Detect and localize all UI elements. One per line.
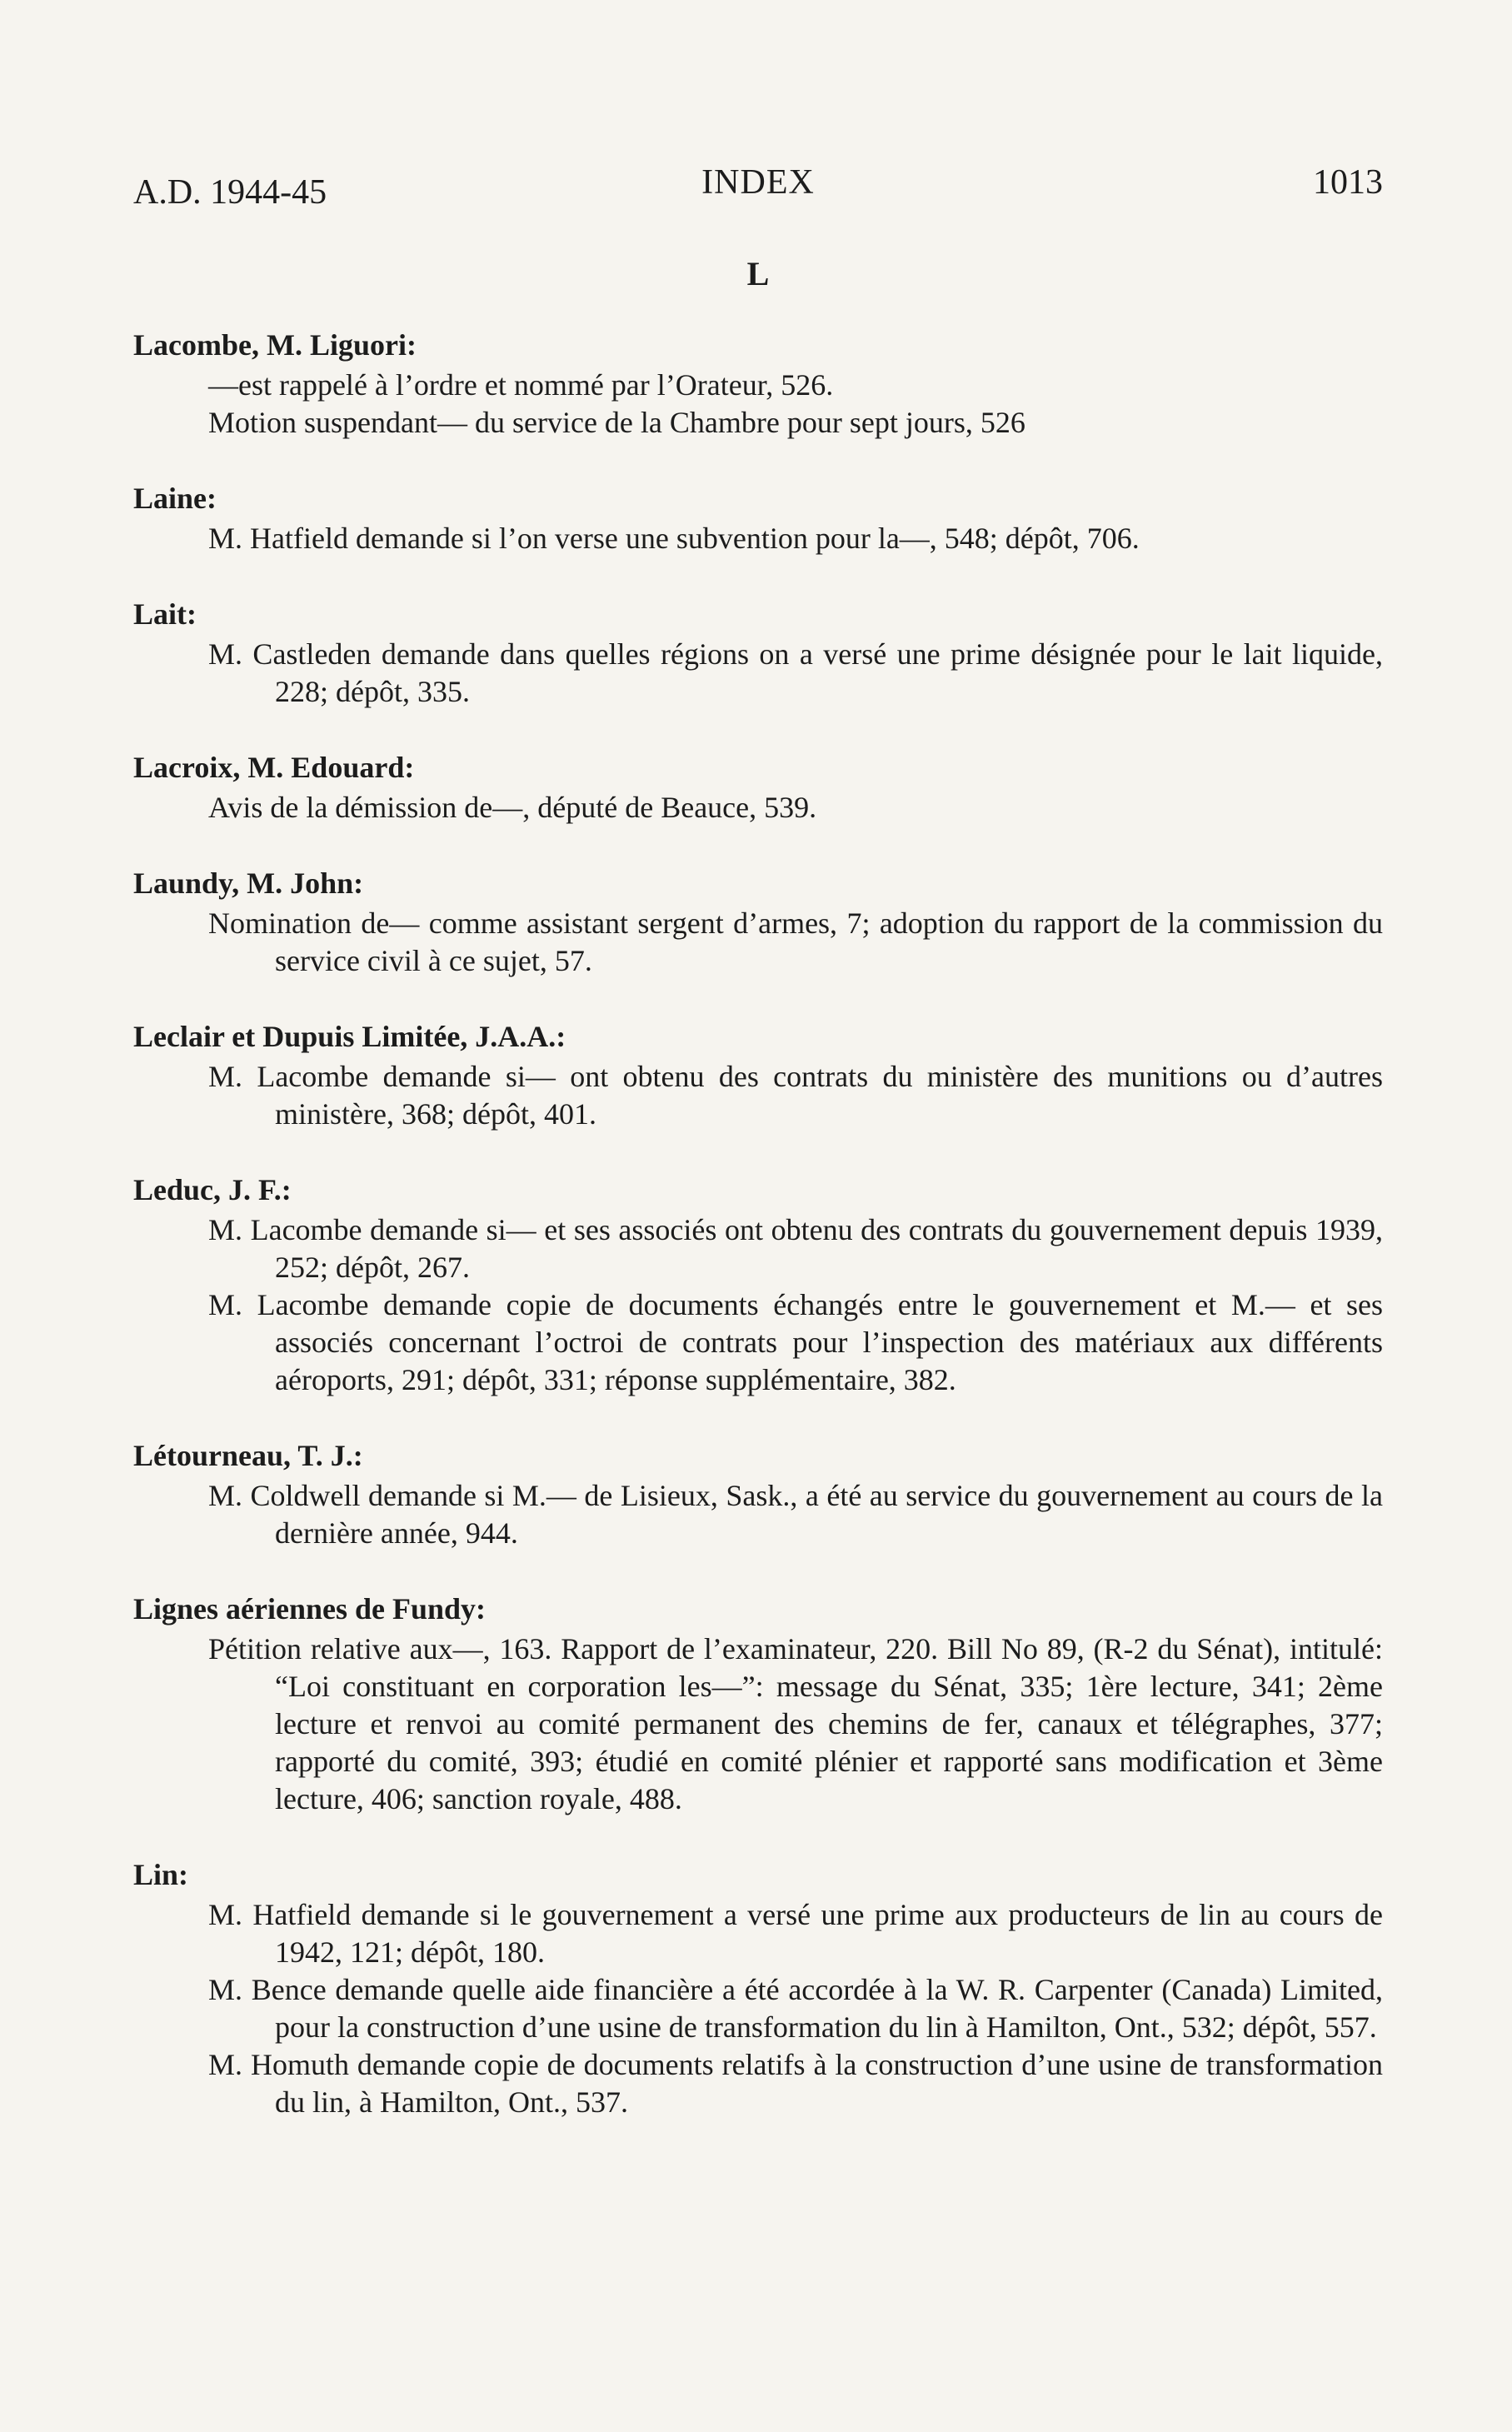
entry-heading: Lignes aériennes de Fundy:	[133, 1592, 487, 1625]
entry-subentries	[208, 1211, 1383, 1399]
entry-subentries	[208, 636, 1383, 711]
entry-subentry: M. Castleden demande dans quelles régions on a versé une prime désignée pour le lait liquide, 228; dépôt, 335.	[208, 637, 1383, 708]
entry-subentry: M. Hatfield demande si l’on verse une subvention pour la—, 548; dépôt, 706.	[208, 522, 1140, 555]
entry-subentry: Avis de la démission de—, député de Beauce, 539.	[208, 791, 817, 824]
entry-subentry: Motion suspendant— du service de la Chambre pour sept jours, 526	[208, 406, 1025, 439]
index-entry	[133, 749, 1383, 826]
header-title: INDEX	[701, 163, 815, 202]
entry-subentry: M. Hatfield demande si le gouvernement a versé une prime aux producteurs de lin au cours de 1942, 121; dépôt, 180.	[208, 1898, 1383, 1969]
entry-heading: Lacroix, M. Edouard:	[133, 751, 415, 784]
entry-subentries	[208, 1477, 1383, 1552]
entry-subentries	[208, 789, 1383, 826]
entry-heading: Lin:	[133, 1858, 189, 1891]
index-entry	[133, 1591, 1383, 1818]
index-entry	[133, 327, 1383, 442]
entry-heading: Lacombe, M. Liguori:	[133, 328, 417, 362]
entry-subentry: M. Homuth demande copie de documents relatifs à la construction d’une usine de transformation du lin, à Hamilton, Ont., 537.	[208, 2048, 1383, 2119]
index-entries	[133, 327, 1383, 2121]
entry-subentry: Nomination de— comme assistant sergent d’armes, 7; adoption du rapport de la commission du service civil à ce sujet, 57.	[208, 906, 1383, 977]
entry-subentries	[208, 1058, 1383, 1133]
entry-subentries	[208, 1630, 1383, 1818]
entry-heading: Laine:	[133, 482, 217, 515]
entry-subentry: M. Coldwell demande si M.— de Lisieux, Sask., a été au service du gouvernement au cours de la dernière année, 944.	[208, 1479, 1383, 1550]
index-page	[133, 162, 1383, 2160]
entry-heading: Leclair et Dupuis Limitée, J.A.A.:	[133, 1020, 566, 1053]
entry-subentry: M. Lacombe demande si— et ses associés ont obtenu des contrats du gouvernement depuis 1939, 252; dépôt, 267.	[208, 1213, 1383, 1284]
entry-subentries	[208, 367, 1383, 442]
entry-subentry: M. Bence demande quelle aide financière a été accordée à la W. R. Carpenter (Canada) Limited, pour la construction d’une usine de transformation du lin à Hamilton, Ont., 532; dépôt, 557.	[208, 1973, 1383, 2044]
index-entry	[133, 865, 1383, 980]
index-entry	[133, 1856, 1383, 2121]
entry-heading: Leduc, J. F.:	[133, 1173, 292, 1206]
index-entry	[133, 1171, 1383, 1399]
section-letter: L	[746, 255, 770, 292]
entry-heading: Létourneau, T. J.:	[133, 1439, 363, 1472]
entry-subentries	[208, 520, 1383, 557]
entry-heading: Laundy, M. John:	[133, 866, 364, 900]
header-years: A.D. 1944-45	[133, 173, 327, 212]
index-entry	[133, 480, 1383, 557]
entry-subentry: —est rappelé à l’ordre et nommé par l’Orateur, 526.	[208, 368, 834, 402]
index-entry	[133, 596, 1383, 711]
running-header	[133, 162, 1383, 212]
entry-subentries	[208, 905, 1383, 980]
index-entry	[133, 1437, 1383, 1552]
entry-subentry: M. Lacombe demande si— ont obtenu des contrats du ministère des munitions ou d’autres ministère, 368; dépôt, 401.	[208, 1060, 1383, 1131]
entry-subentry: Pétition relative aux—, 163. Rapport de l’examinateur, 220. Bill No 89, (R-2 du Sénat), intitulé: “Loi constituant en corporation les—”: message du Sénat, 335; 1ère lecture, 341; 2ème lecture et renvoi au comité permanent des chemins de fer, canaux et télégraphes, 377; rapporté du comité, 393; étudié en comité plénier et rapporté sans modification et 3ème lecture, 406; sanction royale, 488.	[208, 1632, 1383, 1815]
entry-heading: Lait:	[133, 597, 197, 631]
index-entry	[133, 1018, 1383, 1133]
entry-subentries	[208, 1896, 1383, 2121]
entry-subentry: M. Lacombe demande copie de documents échangés entre le gouvernement et M.— et ses associés concernant l’octroi de contrats pour l’inspection des matériaux aux différents aéroports, 291; dépôt, 331; réponse supplémentaire, 382.	[208, 1288, 1383, 1396]
page-number: 1013	[1313, 163, 1383, 202]
